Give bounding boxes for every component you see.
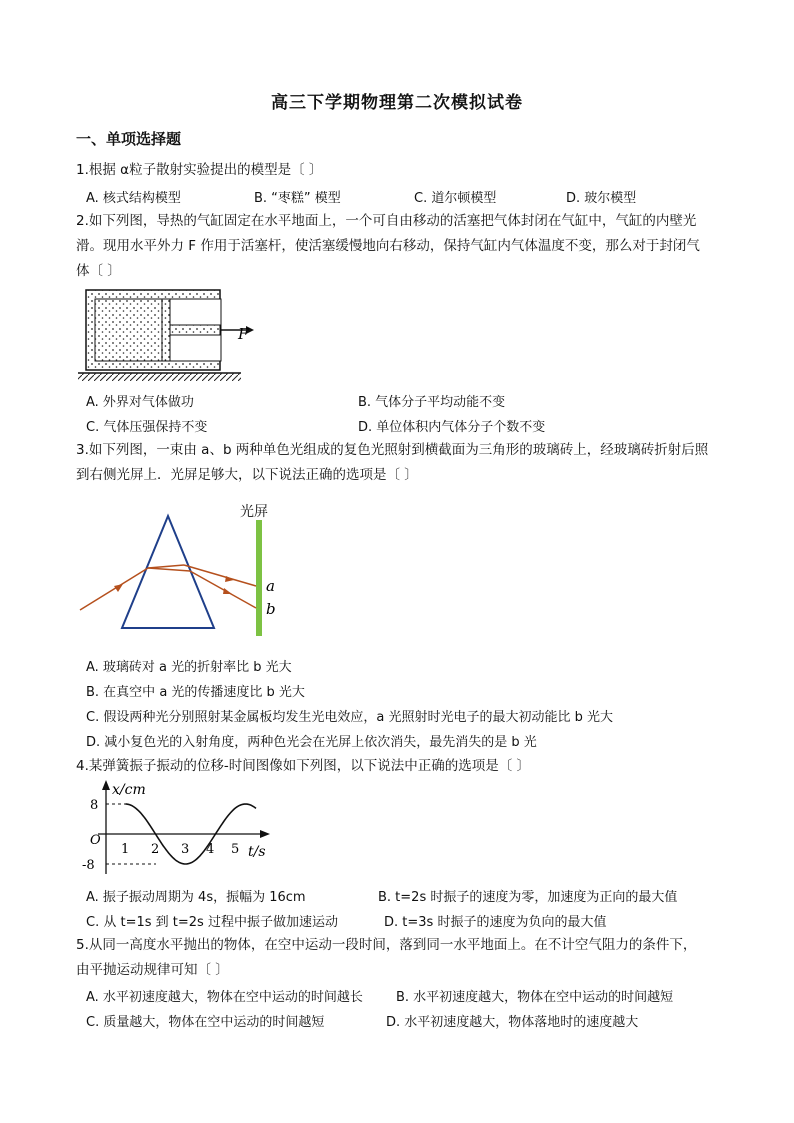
prism-figure <box>76 498 296 643</box>
q3-option-c: C. 假设两种光分别照射某金属板均发生光电效应，a 光照射时光电子的最大初动能比 b 光大 <box>86 710 613 725</box>
light-screen <box>256 520 262 636</box>
q2-option-c: C. 气体压强保持不变 <box>86 420 208 435</box>
q3-stem-line-1: 3.如下列图，一束由 a、b 两种单色光组成的复色光照射到横截面为三角形的玻璃砖上，经玻璃砖折射后照 <box>76 442 709 458</box>
y-axis-label: x/cm <box>112 782 146 798</box>
x-tick-2: 2 <box>151 842 160 857</box>
x-tick-3: 3 <box>181 842 190 857</box>
q1-option-c: C. 道尔顿模型 <box>414 191 497 206</box>
q4-stem: 4.某弹簧振子振动的位移-时间图像如下列图，以下说法中正确的选项是〔 〕 <box>76 758 531 774</box>
q5-option-d: D. 水平初速度越大，物体落地时的速度越大 <box>386 1015 639 1030</box>
q5-stem-line-1: 5.从同一高度水平抛出的物体，在空中运动一段时间，落到同一水平地面上。在不计空气阻力的条件下， <box>76 937 697 953</box>
y-max-label: 8 <box>90 798 99 813</box>
x-tick-1: 1 <box>121 842 130 857</box>
q4-option-b: B. t=2s 时振子的速度为零，加速度为正向的最大值 <box>378 890 678 905</box>
q4-option-c: C. 从 t=1s 到 t=2s 过程中振子做加速运动 <box>86 915 338 930</box>
q4-option-a: A. 振子振动周期为 4s，振幅为 16cm <box>86 890 306 905</box>
q3-stem-line-2: 到右侧光屏上．光屏足够大，以下说法正确的选项是〔 〕 <box>76 467 418 483</box>
q2-stem-line-1: 2.如下列图，导热的气缸固定在水平地面上，一个可自由移动的活塞把气体封闭在气缸中，气缸的内壁光 <box>76 213 697 229</box>
glass-prism <box>122 516 214 628</box>
q5-stem-line-2: 由平抛运动规律可知〔 〕 <box>76 962 229 978</box>
q2-stem-line-3: 体〔 〕 <box>76 263 121 279</box>
q1-option-b: B. “枣糕” 模型 <box>254 191 341 206</box>
q2-option-a: A. 外界对气体做功 <box>86 395 194 410</box>
section-heading: 一、单项选择题 <box>76 130 182 148</box>
q2-stem-line-2: 滑。现用水平外力 F 作用于活塞杆，使活塞缓慢地向右移动，保持气缸内气体温度不变，那么对于封闭气 <box>76 238 700 254</box>
x-tick-5: 5 <box>231 842 240 857</box>
force-label: F <box>238 325 249 343</box>
x-axis-label: t/s <box>248 844 266 860</box>
q2-option-b: B. 气体分子平均动能不变 <box>358 395 506 410</box>
q5-option-c: C. 质量越大，物体在空中运动的时间越短 <box>86 1015 325 1030</box>
cylinder-piston-figure <box>76 285 266 385</box>
q3-option-b: B. 在真空中 a 光的传播速度比 b 光大 <box>86 685 305 700</box>
screen-label: 光屏 <box>240 504 268 520</box>
label-a: a <box>266 577 275 595</box>
q1-option-a: A. 核式结构模型 <box>86 191 181 206</box>
origin-label: O <box>90 833 101 848</box>
q4-option-d: D. t=3s 时振子的速度为负向的最大值 <box>384 915 607 930</box>
q2-option-d: D. 单位体积内气体分子个数不变 <box>358 420 546 435</box>
y-min-label: -8 <box>82 858 95 873</box>
x-tick-4: 4 <box>206 842 215 857</box>
q5-option-b: B. 水平初速度越大，物体在空中运动的时间越短 <box>396 990 674 1005</box>
q5-option-a: A. 水平初速度越大，物体在空中运动的时间越长 <box>86 990 363 1005</box>
page-title: 高三下学期物理第二次模拟试卷 <box>271 93 523 113</box>
q3-option-d: D. 减小复色光的入射角度，两种色光会在光屏上依次消失，最先消失的是 b 光 <box>86 735 537 750</box>
label-b: b <box>266 600 276 618</box>
oscillation-graph <box>76 780 276 880</box>
q1-option-d: D. 玻尔模型 <box>566 191 637 206</box>
q1-stem: 1.根据 α粒子散射实验提出的模型是〔 〕 <box>76 162 323 178</box>
q3-option-a: A. 玻璃砖对 a 光的折射率比 b 光大 <box>86 660 292 675</box>
